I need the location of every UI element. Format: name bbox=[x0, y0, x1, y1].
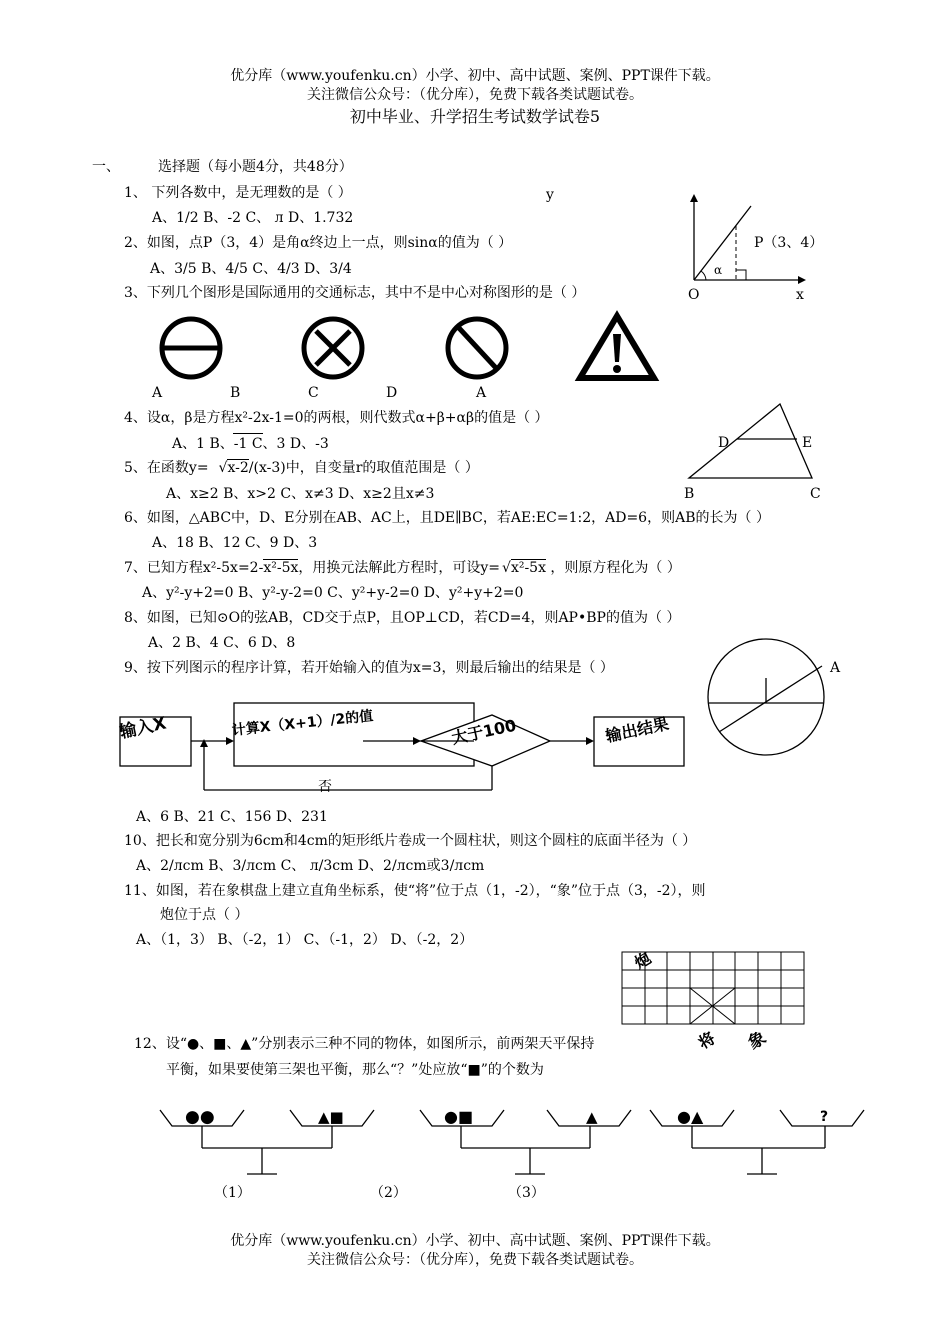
footer-line-1: 优分库（www.youfenku.cn）小学、初中、高中试题、案例、PPT课件下载。 bbox=[230, 1233, 720, 1249]
chess-pao: 炮 bbox=[631, 948, 655, 973]
q7-options: A、y²-y+2=0 B、y²-y-2=0 C、y²+y-2=0 D、y²+y+2=0 bbox=[142, 585, 524, 601]
q7-stem-part-a: 7、已知方程x²-5x=2- bbox=[124, 560, 264, 576]
flowchart bbox=[110, 695, 700, 797]
q3-label-b: B bbox=[230, 385, 241, 401]
q3-label-d: D bbox=[386, 385, 398, 401]
q5-radical: √ x-2 bbox=[218, 460, 249, 476]
q12-stem-a: 12、设“●、■、▲”分别表示三种不同的物体，如图所示，前两架天平保持 bbox=[134, 1036, 595, 1052]
q7-stem-part-b: ，用换元法解此方程时，可设y= bbox=[298, 560, 501, 576]
q8-options: A、2 B、4 C、6 D、8 bbox=[148, 635, 296, 651]
q4-stem: 4、设α，β是方程x²-2x-1=0的两根，则代数式α+β+αβ的值是（ ） bbox=[124, 410, 549, 426]
q5-stem-part-a: 5、在函数y= bbox=[124, 460, 209, 476]
q9-options: A、6 B、21 C、156 D、231 bbox=[136, 809, 328, 825]
q11-stem-a: 11、如图，若在象棋盘上建立直角坐标系，使“将”位于点（1，-2），“象”位于点（3，-2），则 bbox=[124, 883, 706, 899]
point-p-label: P（3、4） bbox=[754, 235, 824, 251]
flow-input-label: 输入X bbox=[117, 713, 169, 743]
scale3-left-objects: ●▲ bbox=[677, 1107, 704, 1126]
q11-options: A、（1，3） B、（-2，1） C、（-1，2） D、（-2，2） bbox=[136, 932, 474, 948]
triangle-figure bbox=[685, 398, 835, 484]
q6-stem: 6、如图，△ABC中，D、E分别在AB、AC上，且DE∥BC，若AE:EC=1:2，AD=6，则AB的长为（ ） bbox=[124, 510, 770, 526]
triangle-label-b: B bbox=[684, 486, 695, 502]
q5-radicand-text: x-2 bbox=[227, 460, 249, 476]
q7-radicand-1 bbox=[263, 559, 298, 577]
q7-radicand-2 bbox=[511, 559, 546, 577]
q5-stem-part-b: /(x-3)中，自变量r的取值范围是（ ） bbox=[248, 460, 479, 476]
q12-stem-b: 平衡，如果要使第三架也平衡，那么“？”处应放“■”的个数为 bbox=[166, 1062, 544, 1078]
flow-output-label: 输出结果 bbox=[603, 713, 671, 746]
chess-xiang: 象 bbox=[745, 1027, 770, 1054]
q5-radicand bbox=[227, 459, 248, 477]
q3-stem: 3、下列几个图形是国际通用的交通标志，其中不是中心对称图形的是（ ） bbox=[124, 285, 586, 301]
q4-options: A、1 B、-1 C、3 D、-3 bbox=[172, 436, 329, 452]
q7-radicand-2-text: x²-5x bbox=[510, 560, 546, 576]
q1-stem: 1、 下列各数中，是无理数的是（ ） bbox=[124, 185, 352, 201]
origin-label: O bbox=[688, 287, 700, 303]
circle-label-a: A bbox=[830, 660, 841, 676]
triangle-label-c: C bbox=[810, 486, 821, 502]
section-label: 选择题（每小题4分，共48分） bbox=[158, 159, 353, 175]
q4-underline bbox=[233, 433, 263, 434]
header-line-1: 优分库（www.youfenku.cn）小学、初中、高中试题、案例、PPT课件下载。 bbox=[230, 68, 720, 84]
q7-stem-part-c: ，则原方程化为（ ） bbox=[545, 560, 681, 576]
chess-jiang: 将 bbox=[695, 1028, 719, 1053]
scale3-question-mark: ? bbox=[820, 1109, 829, 1125]
section-number: 一、 bbox=[92, 159, 120, 175]
q5-stem bbox=[124, 459, 479, 477]
q9-stem: 9、按下列图示的程序计算，若开始输入的值为x=3，则最后输出的结果是（ ） bbox=[124, 660, 614, 676]
q11-stem-b: 炮位于点（ ） bbox=[160, 907, 249, 923]
q2-options: A、3/5 B、4/5 C、4/3 D、3/4 bbox=[150, 261, 352, 277]
q10-options: A、2/лcm B、3/лcm C、 л/3cm D、2/лcm或3/лcm bbox=[136, 858, 485, 874]
q5-overline bbox=[227, 459, 248, 460]
scale1-right-objects: ▲■ bbox=[318, 1108, 344, 1126]
balances-figure bbox=[150, 1100, 870, 1180]
q7-overline-1 bbox=[263, 559, 298, 560]
scale3-caption: （3） bbox=[508, 1185, 545, 1201]
scale1-caption: （1） bbox=[214, 1185, 251, 1201]
triangle-label-e: E bbox=[802, 435, 813, 451]
traffic-signs bbox=[150, 312, 670, 387]
q10-stem: 10、把长和宽分别为6cm和4cm的矩形纸片卷成一个圆柱状，则这个圆柱的底面半径为（ ） bbox=[124, 833, 697, 849]
q3-label-e: A bbox=[476, 385, 487, 401]
page-title: 初中毕业、升学招生考试数学试卷5 bbox=[349, 107, 601, 126]
scale1-left-objects: ●● bbox=[185, 1107, 215, 1127]
footer-line-2: 关注微信公众号：（优分库），免费下载各类试题试卷。 bbox=[307, 1252, 643, 1268]
circle-figure bbox=[700, 628, 840, 768]
q6-options: A、18 B、12 C、9 D、3 bbox=[152, 535, 318, 551]
triangle-label-d: D bbox=[718, 435, 730, 451]
scale2-left-objects: ●■ bbox=[444, 1107, 474, 1126]
angle-label: α bbox=[714, 263, 723, 277]
flow-decision-label: 大于100 bbox=[449, 715, 518, 748]
scale2-right-objects: ▲ bbox=[586, 1108, 598, 1126]
scale2-caption: （2） bbox=[370, 1185, 407, 1201]
q3-label-a: A bbox=[152, 385, 163, 401]
q8-stem: 8、如图，已知⊙O的弦AB，CD交于点P，且OP⊥CD，若CD=4，则AP•BP的值为（ ） bbox=[124, 610, 681, 626]
q7-radicand-1-text: x²-5x bbox=[263, 560, 299, 576]
flow-compute-label: 计算X（X+1）/2的值 bbox=[231, 708, 374, 739]
q1-options: A、1/2 B、-2 C、 л D、1.732 bbox=[152, 210, 354, 226]
q2-stem: 2、如图，点P（3，4）是角α终边上一点，则sinα的值为（ ） bbox=[124, 235, 513, 251]
q3-label-c: C bbox=[308, 385, 319, 401]
y-axis-label: y bbox=[546, 187, 554, 203]
q7-overline-2 bbox=[511, 559, 546, 560]
flow-no-label: 否 bbox=[318, 779, 332, 795]
q5-options: A、x≥2 B、x>2 C、x≠3 D、x≥2且x≠3 bbox=[166, 486, 435, 502]
x-axis-label: x bbox=[796, 287, 804, 303]
q7-stem: 7、已知方程x²-5x=2- x²-5x，用换元法解此方程时，可设y= √ x²-5x ，则原方程化为（ ） bbox=[124, 560, 681, 576]
header-line-2: 关注微信公众号：（优分库），免费下载各类试题试卷。 bbox=[307, 87, 643, 103]
